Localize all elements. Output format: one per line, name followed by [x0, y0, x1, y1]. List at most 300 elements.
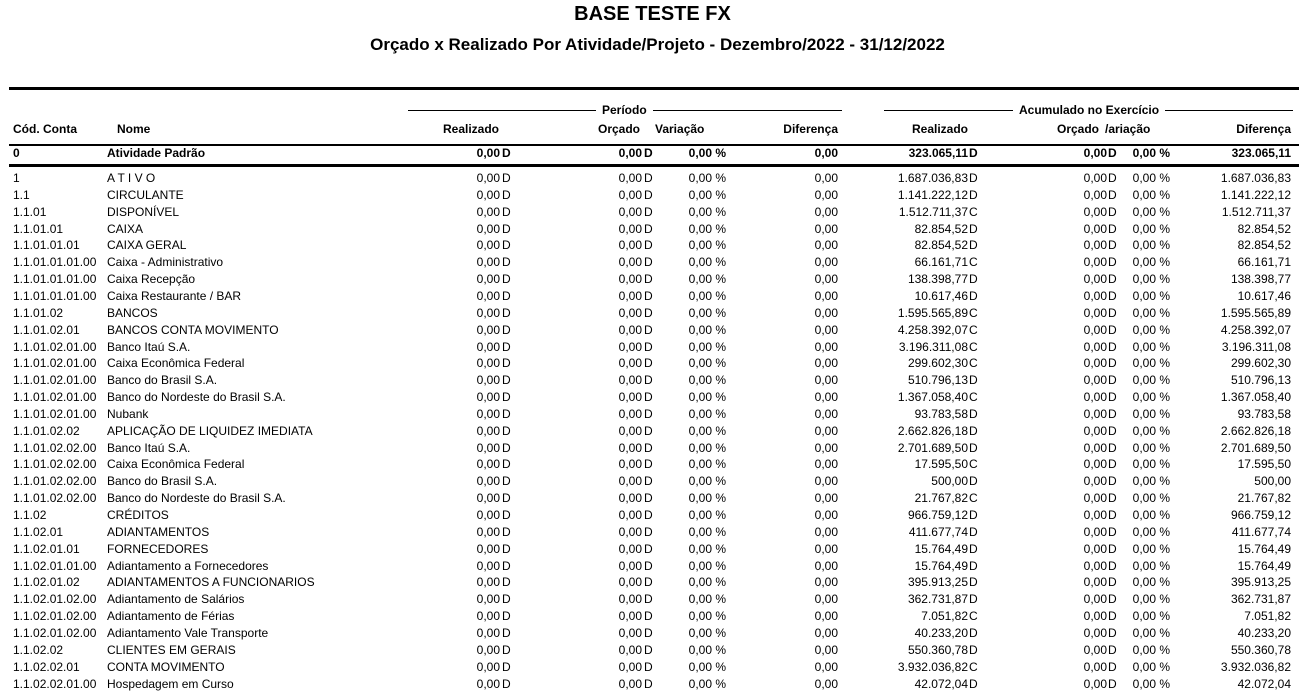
acc-diferenca: 411.677,74 [1231, 524, 1291, 539]
acc-orcado: 0,00 [1083, 390, 1107, 405]
summary-rule [9, 164, 1299, 167]
acc-orcado: 0,00 [1083, 423, 1107, 438]
summary-acc-diferenca: 323.065,11 [1231, 146, 1291, 160]
periodo-orcado-flag: D [644, 524, 653, 539]
account-code: 1.1.01.02.01.00 [13, 373, 97, 388]
report-title: BASE TESTE FX [574, 3, 731, 25]
summary-periodo-variacao: 0,00 % [688, 146, 726, 160]
table-row [0, 575, 1301, 592]
acc-variacao: 0,00 % [1132, 609, 1170, 624]
account-code: 1.1.02.01.02 [13, 575, 80, 590]
periodo-orcado-flag: D [644, 592, 653, 607]
periodo-diferenca: 0,00 [814, 541, 838, 556]
periodo-orcado-flag: D [644, 575, 653, 590]
acc-realizado: 550.360,78 [907, 642, 968, 657]
acc-orcado: 0,00 [1083, 592, 1107, 607]
periodo-orcado: 0,00 [618, 373, 642, 388]
acc-realizado-flag: C [969, 457, 978, 472]
periodo-orcado-flag: D [644, 659, 653, 674]
report-subtitle: Orçado x Realizado Por Atividade/Projeto - Dezembro/2022 - 31/12/2022 [370, 35, 945, 54]
periodo-realizado: 0,00 [476, 592, 500, 607]
acc-realizado-flag: D [969, 238, 978, 253]
periodo-orcado: 0,00 [618, 171, 642, 185]
acc-orcado-flag: D [1108, 255, 1117, 270]
periodo-orcado: 0,00 [618, 288, 642, 303]
periodo-realizado-flag: D [502, 390, 511, 405]
periodo-diferenca: 0,00 [814, 508, 838, 522]
account-code: 1.1.01 [13, 204, 47, 219]
account-code: 1.1.02.02 [13, 642, 64, 657]
acc-diferenca: 500,00 [1254, 474, 1291, 489]
table-row [0, 525, 1301, 542]
periodo-realizado-flag: D [502, 339, 511, 354]
periodo-realizado-flag: D [502, 609, 511, 624]
acc-orcado-flag: D [1108, 609, 1117, 624]
acc-variacao: 0,00 % [1132, 659, 1170, 674]
periodo-diferenca: 0,00 [814, 609, 838, 624]
periodo-diferenca: 0,00 [814, 406, 838, 421]
periodo-realizado: 0,00 [476, 508, 500, 522]
acc-variacao: 0,00 % [1132, 356, 1170, 371]
account-name: Caixa Recepção [107, 272, 196, 287]
account-code: 1.1.01.02.02.00 [13, 457, 97, 472]
acc-realizado: 966.759,12 [907, 508, 968, 522]
acc-diferenca: 1.687.036,83 [1220, 171, 1291, 185]
periodo-orcado-flag: D [644, 457, 653, 472]
periodo-diferenca: 0,00 [814, 558, 838, 573]
account-name: CRÉDITOS [107, 508, 169, 522]
account-code: 1.1.01.02.02.00 [13, 440, 97, 455]
periodo-realizado-flag: D [502, 356, 511, 371]
header-acc-diferenca: Diferença [1236, 122, 1291, 136]
periodo-orcado: 0,00 [618, 322, 642, 337]
periodo-orcado: 0,00 [618, 524, 642, 539]
acc-realizado-flag: D [969, 592, 978, 607]
header-variacao: Variação [655, 122, 705, 136]
acc-orcado: 0,00 [1083, 171, 1107, 185]
acc-orcado-flag: D [1108, 474, 1117, 489]
periodo-realizado: 0,00 [476, 255, 500, 270]
periodo-diferenca: 0,00 [814, 204, 838, 219]
periodo-orcado-flag: D [644, 508, 653, 522]
periodo-orcado: 0,00 [618, 272, 642, 287]
acc-realizado-flag: D [969, 676, 978, 691]
periodo-realizado-flag: D [502, 592, 511, 607]
periodo-realizado-flag: D [502, 373, 511, 388]
periodo-realizado: 0,00 [476, 288, 500, 303]
acc-realizado: 1.595.565,89 [897, 305, 968, 320]
account-name: Nubank [107, 406, 149, 421]
acc-orcado-flag: D [1108, 659, 1117, 674]
acc-orcado-flag: D [1108, 440, 1117, 455]
periodo-orcado-flag: D [644, 609, 653, 624]
acc-realizado: 82.854,52 [914, 221, 968, 236]
table-row [0, 441, 1301, 458]
table-row [0, 272, 1301, 289]
account-name: Caixa - Administrativo [107, 255, 224, 270]
acc-orcado-flag: D [1108, 491, 1117, 506]
acc-realizado-flag: D [969, 474, 978, 489]
table-row [0, 457, 1301, 474]
acc-realizado-flag: D [969, 575, 978, 590]
periodo-orcado-flag: D [644, 491, 653, 506]
account-name: Banco Itaú S.A. [107, 339, 191, 354]
summary-acc-orcado: 0,00 [1083, 146, 1107, 160]
periodo-realizado: 0,00 [476, 440, 500, 455]
acc-realizado-flag: D [969, 171, 978, 185]
acc-orcado-flag: D [1108, 423, 1117, 438]
acc-realizado-flag: C [969, 609, 978, 624]
acc-diferenca: 15.764,49 [1237, 541, 1291, 556]
account-name: ADIANTAMENTOS [107, 524, 210, 539]
account-name: Banco do Brasil S.A. [107, 474, 218, 489]
acc-variacao: 0,00 % [1132, 625, 1170, 640]
periodo-realizado: 0,00 [476, 272, 500, 287]
acc-realizado-flag: C [969, 390, 978, 405]
periodo-variacao: 0,00 % [688, 171, 726, 185]
acc-realizado: 2.701.689,50 [897, 440, 968, 455]
periodo-diferenca: 0,00 [814, 272, 838, 287]
periodo-realizado-flag: D [502, 305, 511, 320]
periodo-realizado: 0,00 [476, 356, 500, 371]
account-name: Hospedagem em Curso [107, 676, 234, 691]
summary-acc-realizado-flag: D [969, 146, 978, 160]
acc-variacao: 0,00 % [1132, 390, 1170, 405]
acc-orcado: 0,00 [1083, 221, 1107, 236]
table-row [0, 373, 1301, 390]
acc-variacao: 0,00 % [1132, 339, 1170, 354]
acc-realizado-flag: D [969, 406, 978, 421]
table-row [0, 474, 1301, 491]
account-name: CONTA MOVIMENTO [107, 659, 225, 674]
periodo-diferenca: 0,00 [814, 659, 838, 674]
periodo-diferenca: 0,00 [814, 288, 838, 303]
periodo-diferenca: 0,00 [814, 474, 838, 489]
acc-diferenca: 40.233,20 [1237, 625, 1291, 640]
acc-realizado: 3.932.036,82 [897, 659, 968, 674]
acc-orcado-flag: D [1108, 541, 1117, 556]
acc-diferenca: 1.595.565,89 [1220, 305, 1291, 320]
acc-diferenca: 21.767,82 [1237, 491, 1291, 506]
table-row [0, 306, 1301, 323]
periodo-realizado: 0,00 [476, 659, 500, 674]
table-row [0, 677, 1301, 694]
periodo-variacao: 0,00 % [688, 238, 726, 253]
acc-orcado: 0,00 [1083, 204, 1107, 219]
acc-variacao: 0,00 % [1132, 491, 1170, 506]
periodo-variacao: 0,00 % [688, 457, 726, 472]
acc-diferenca: 510.796,13 [1230, 373, 1291, 388]
account-code: 1.1.02.02.01.00 [13, 676, 97, 691]
account-code: 1.1.01.01.01.00 [13, 255, 97, 270]
acc-diferenca: 42.072,04 [1237, 676, 1291, 691]
periodo-variacao: 0,00 % [688, 625, 726, 640]
periodo-realizado-flag: D [502, 676, 511, 691]
summary-acc-realizado: 323.065,11 [908, 146, 968, 160]
acc-realizado: 1.512.711,37 [898, 204, 968, 219]
periodo-realizado-flag: D [502, 524, 511, 539]
table-row [0, 609, 1301, 626]
acc-realizado: 15.764,49 [914, 558, 968, 573]
periodo-realizado-flag: D [502, 440, 511, 455]
periodo-variacao: 0,00 % [688, 272, 726, 287]
periodo-diferenca: 0,00 [814, 322, 838, 337]
periodo-orcado: 0,00 [618, 491, 642, 506]
periodo-orcado: 0,00 [618, 575, 642, 590]
acc-variacao: 0,00 % [1132, 474, 1170, 489]
periodo-variacao: 0,00 % [688, 356, 726, 371]
periodo-realizado: 0,00 [476, 575, 500, 590]
acc-diferenca: 15.764,49 [1237, 558, 1291, 573]
periodo-orcado-flag: D [644, 238, 653, 253]
account-code: 1.1.01.02.01.00 [13, 390, 97, 405]
acc-variacao: 0,00 % [1132, 541, 1170, 556]
acc-diferenca: 395.913,25 [1230, 575, 1291, 590]
acc-variacao: 0,00 % [1132, 204, 1170, 219]
periodo-realizado: 0,00 [476, 322, 500, 337]
acc-orcado: 0,00 [1083, 676, 1107, 691]
account-name: Caixa Restaurante / BAR [107, 288, 242, 303]
periodo-orcado-flag: D [644, 272, 653, 287]
acc-realizado-flag: D [969, 221, 978, 236]
periodo-diferenca: 0,00 [814, 440, 838, 455]
periodo-orcado: 0,00 [618, 642, 642, 657]
acc-orcado-flag: D [1108, 558, 1117, 573]
periodo-orcado: 0,00 [618, 541, 642, 556]
acc-diferenca: 2.701.689,50 [1220, 440, 1291, 455]
periodo-realizado: 0,00 [476, 457, 500, 472]
acc-orcado: 0,00 [1083, 474, 1107, 489]
account-code: 1.1.02.01.02.00 [13, 592, 97, 607]
account-code: 1.1.02 [13, 508, 47, 522]
periodo-orcado: 0,00 [618, 440, 642, 455]
acc-realizado-flag: D [969, 272, 978, 287]
periodo-variacao: 0,00 % [688, 659, 726, 674]
periodo-orcado: 0,00 [618, 204, 642, 219]
account-code: 1.1.01.01.01.00 [13, 272, 97, 287]
acc-realizado-flag: C [969, 356, 978, 371]
periodo-orcado: 0,00 [618, 238, 642, 253]
acc-realizado: 7.051,82 [921, 609, 968, 624]
periodo-realizado: 0,00 [476, 221, 500, 236]
acc-realizado: 93.783,58 [914, 406, 968, 421]
periodo-orcado-flag: D [644, 322, 653, 337]
acc-realizado: 1.367.058,40 [897, 390, 968, 405]
periodo-orcado-flag: D [644, 676, 653, 691]
acc-diferenca: 1.512.711,37 [1221, 204, 1291, 219]
periodo-variacao: 0,00 % [688, 373, 726, 388]
acc-realizado-flag: D [969, 558, 978, 573]
acc-orcado-flag: D [1108, 625, 1117, 640]
acc-realizado: 395.913,25 [907, 575, 968, 590]
acc-orcado: 0,00 [1083, 625, 1107, 640]
acc-diferenca: 3.932.036,82 [1220, 659, 1291, 674]
account-name: FORNECEDORES [107, 541, 209, 556]
account-code: 1.1.01.01.01 [13, 238, 80, 253]
periodo-orcado-flag: D [644, 255, 653, 270]
acc-diferenca: 93.783,58 [1237, 406, 1291, 421]
acc-orcado-flag: D [1108, 187, 1117, 202]
periodo-diferenca: 0,00 [814, 356, 838, 371]
acc-realizado-flag: C [969, 659, 978, 674]
account-name: CAIXA [107, 221, 144, 236]
account-code: 1.1.01.02.02 [13, 423, 80, 438]
acc-realizado-flag: D [969, 642, 978, 657]
acc-realizado-flag: D [969, 524, 978, 539]
periodo-realizado: 0,00 [476, 238, 500, 253]
periodo-realizado-flag: D [502, 238, 511, 253]
account-name: Caixa Econômica Federal [107, 457, 245, 472]
summary-periodo-realizado-flag: D [502, 146, 511, 160]
acc-diferenca: 17.595,50 [1237, 457, 1291, 472]
account-name: Adiantamento a Fornecedores [107, 558, 269, 573]
periodo-realizado: 0,00 [476, 491, 500, 506]
periodo-variacao: 0,00 % [688, 440, 726, 455]
periodo-orcado-flag: D [644, 558, 653, 573]
periodo-realizado-flag: D [502, 255, 511, 270]
acc-orcado: 0,00 [1083, 339, 1107, 354]
acc-orcado: 0,00 [1083, 322, 1107, 337]
account-code: 1.1.02.01.01 [13, 541, 80, 556]
account-name: CAIXA GERAL [107, 238, 187, 253]
acc-orcado-flag: D [1108, 373, 1117, 388]
periodo-variacao: 0,00 % [688, 609, 726, 624]
acc-realizado: 2.662.826,18 [897, 423, 968, 438]
periodo-realizado: 0,00 [476, 390, 500, 405]
periodo-realizado: 0,00 [476, 558, 500, 573]
acc-orcado-flag: D [1108, 592, 1117, 607]
acc-orcado-flag: D [1108, 575, 1117, 590]
acc-realizado-flag: D [969, 440, 978, 455]
table-row [0, 340, 1301, 357]
periodo-variacao: 0,00 % [688, 406, 726, 421]
acc-realizado: 21.767,82 [914, 491, 968, 506]
account-code: 1.1.02.01.01.00 [13, 558, 97, 573]
acc-orcado-flag: D [1108, 238, 1117, 253]
acc-realizado-flag: C [969, 322, 978, 337]
periodo-orcado-flag: D [644, 440, 653, 455]
acc-orcado: 0,00 [1083, 238, 1107, 253]
header-realizado: Realizado [442, 122, 499, 136]
table-row [0, 356, 1301, 373]
periodo-orcado-flag: D [644, 339, 653, 354]
acc-orcado: 0,00 [1083, 305, 1107, 320]
acc-variacao: 0,00 % [1132, 272, 1170, 287]
periodo-realizado: 0,00 [476, 524, 500, 539]
periodo-realizado-flag: D [502, 221, 511, 236]
acc-variacao: 0,00 % [1132, 592, 1170, 607]
acc-realizado: 42.072,04 [914, 676, 968, 691]
header-cod-conta: Cód. Conta [13, 122, 77, 136]
acc-orcado-flag: D [1108, 457, 1117, 472]
acc-realizado: 15.764,49 [914, 541, 968, 556]
acc-orcado: 0,00 [1083, 288, 1107, 303]
periodo-realizado: 0,00 [476, 474, 500, 489]
account-code: 1.1.01.02.02.00 [13, 474, 97, 489]
periodo-variacao: 0,00 % [688, 575, 726, 590]
table-row [0, 289, 1301, 306]
periodo-diferenca: 0,00 [814, 305, 838, 320]
acc-orcado: 0,00 [1083, 272, 1107, 287]
periodo-orcado-flag: D [644, 625, 653, 640]
acc-variacao: 0,00 % [1132, 524, 1170, 539]
acc-orcado: 0,00 [1083, 457, 1107, 472]
periodo-orcado-flag: D [644, 288, 653, 303]
periodo-orcado-flag: D [644, 423, 653, 438]
periodo-variacao: 0,00 % [688, 255, 726, 270]
periodo-orcado: 0,00 [618, 609, 642, 624]
summary-row [0, 146, 1301, 163]
table-row [0, 255, 1301, 272]
acc-diferenca: 66.161,71 [1237, 255, 1291, 270]
account-code: 1.1 [13, 187, 30, 202]
periodo-diferenca: 0,00 [814, 457, 838, 472]
periodo-realizado-flag: D [502, 491, 511, 506]
periodo-diferenca: 0,00 [814, 524, 838, 539]
acc-realizado: 500,00 [931, 474, 968, 489]
periodo-variacao: 0,00 % [688, 339, 726, 354]
acc-realizado-flag: C [969, 305, 978, 320]
acc-variacao: 0,00 % [1132, 221, 1170, 236]
periodo-realizado: 0,00 [476, 676, 500, 691]
acumulado-group-label: Acumulado no Exercício [1013, 103, 1165, 117]
table-row [0, 592, 1301, 609]
account-name: Banco Itaú S.A. [107, 440, 191, 455]
periodo-orcado: 0,00 [618, 508, 642, 522]
periodo-orcado-flag: D [644, 642, 653, 657]
acc-diferenca: 362.731,87 [1230, 592, 1291, 607]
periodo-realizado-flag: D [502, 474, 511, 489]
top-rule [9, 87, 1299, 90]
periodo-orcado: 0,00 [618, 187, 642, 202]
periodo-variacao: 0,00 % [688, 474, 726, 489]
periodo-variacao: 0,00 % [688, 204, 726, 219]
table-row [0, 323, 1301, 340]
acc-diferenca: 550.360,78 [1230, 642, 1291, 657]
periodo-group-label: Período [596, 103, 653, 117]
table-row [0, 660, 1301, 677]
account-code: 1.1.01.01.01.00 [13, 288, 97, 303]
summary-code: 0 [13, 146, 20, 160]
periodo-diferenca: 0,00 [814, 625, 838, 640]
account-code: 1.1.02.01 [13, 524, 64, 539]
acc-orcado: 0,00 [1083, 406, 1107, 421]
account-name: Banco do Nordeste do Brasil S.A. [107, 491, 286, 506]
acc-orcado: 0,00 [1083, 575, 1107, 590]
account-name: Adiantamento de Férias [107, 609, 235, 624]
acc-variacao: 0,00 % [1132, 255, 1170, 270]
acc-orcado-flag: D [1108, 221, 1117, 236]
account-name: CIRCULANTE [107, 187, 184, 202]
acc-realizado-flag: C [969, 255, 978, 270]
acc-orcado-flag: D [1108, 272, 1117, 287]
acc-variacao: 0,00 % [1132, 457, 1170, 472]
periodo-diferenca: 0,00 [814, 423, 838, 438]
acc-diferenca: 299.602,30 [1230, 356, 1291, 371]
acc-diferenca: 3.196.311,08 [1221, 339, 1291, 354]
acc-diferenca: 82.854,52 [1237, 221, 1291, 236]
acc-realizado-flag: C [969, 339, 978, 354]
periodo-realizado: 0,00 [476, 423, 500, 438]
periodo-realizado: 0,00 [476, 373, 500, 388]
periodo-orcado-flag: D [644, 406, 653, 421]
account-name: APLICAÇÃO DE LIQUIDEZ IMEDIATA [107, 423, 313, 438]
periodo-orcado-flag: D [644, 204, 653, 219]
periodo-diferenca: 0,00 [814, 339, 838, 354]
account-code: 1.1.01.02.02.00 [13, 491, 97, 506]
acc-orcado-flag: D [1108, 339, 1117, 354]
acc-variacao: 0,00 % [1132, 676, 1170, 691]
